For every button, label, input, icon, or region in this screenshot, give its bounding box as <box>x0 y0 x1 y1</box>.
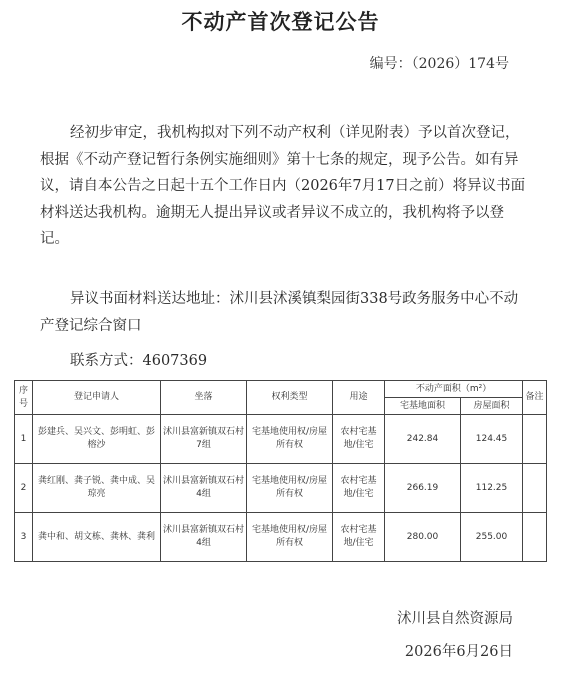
header-seq: 序号 <box>15 381 33 415</box>
cell-right-type: 宅基地使用权/房屋所有权 <box>247 464 333 513</box>
cell-applicant: 彭建兵、吴兴文、彭明虹、彭榕沙 <box>33 415 161 464</box>
cell-seq: 3 <box>15 513 33 562</box>
header-applicant: 登记申请人 <box>33 381 161 415</box>
cell-house-area: 124.45 <box>461 415 523 464</box>
cell-land-area: 280.00 <box>385 513 461 562</box>
cell-land-area: 266.19 <box>385 464 461 513</box>
header-land-area: 宅基地面积 <box>385 398 461 415</box>
objection-address: 异议书面材料送达地址：沭川县沭溪镇梨园街338号政务服务中心不动产登记综合窗口 <box>40 291 519 334</box>
cell-house-area: 112.25 <box>461 464 523 513</box>
cell-remark <box>523 513 547 562</box>
header-right-type: 权利类型 <box>247 381 333 415</box>
table-row <box>15 513 547 562</box>
cell-right-type: 宅基地使用权/房屋所有权 <box>247 513 333 562</box>
header-area-group: 不动产面积（m²） <box>385 381 523 398</box>
cell-location: 沭川县富新镇双石村4组 <box>161 513 247 562</box>
issuing-organization: 沭川县自然资源局 <box>397 611 513 627</box>
contact-info: 联系方式：4607369 <box>70 353 208 369</box>
cell-land-area: 242.84 <box>385 415 461 464</box>
cell-remark <box>523 415 547 464</box>
table-row <box>15 415 547 464</box>
issue-date: 2026年6月26日 <box>404 644 513 660</box>
table-header-row <box>15 381 547 398</box>
header-remark: 备注 <box>523 381 547 415</box>
registration-table <box>14 380 547 562</box>
cell-right-type: 宅基地使用权/房屋所有权 <box>247 415 333 464</box>
cell-location: 沭川县富新镇双石村4组 <box>161 464 247 513</box>
document-number: 编号：（2026）174号 <box>369 56 509 72</box>
notice-paragraph: 经初步审定，我机构拟对下列不动产权利（详见附表）予以首次登记，根据《不动产登记暂行条例实施细则》第十七条的规定，现予公告。如有异议，请自本公告之日起十五个工作日内（2026年7月17日之前）将异议书面材料送达我机构。逾期无人提出异议或者异议不成立的，我机构将予以登记。 <box>40 125 526 247</box>
cell-applicant: 龚中和、胡文栋、龚林、龚利 <box>33 513 161 562</box>
cell-seq: 1 <box>15 415 33 464</box>
table-row <box>15 464 547 513</box>
cell-usage: 农村宅基地/住宅 <box>333 415 385 464</box>
header-house-area: 房屋面积 <box>461 398 523 415</box>
page-title: 不动产首次登记公告 <box>181 10 380 34</box>
cell-location: 沭川县富新镇双石村7组 <box>161 415 247 464</box>
cell-remark <box>523 464 547 513</box>
cell-usage: 农村宅基地/住宅 <box>333 513 385 562</box>
cell-house-area: 255.00 <box>461 513 523 562</box>
header-usage: 用途 <box>333 381 385 415</box>
cell-applicant: 龚红刚、龚子锐、龚中成、吴琼亮 <box>33 464 161 513</box>
cell-seq: 2 <box>15 464 33 513</box>
header-location: 坐落 <box>161 381 247 415</box>
cell-usage: 农村宅基地/住宅 <box>333 464 385 513</box>
